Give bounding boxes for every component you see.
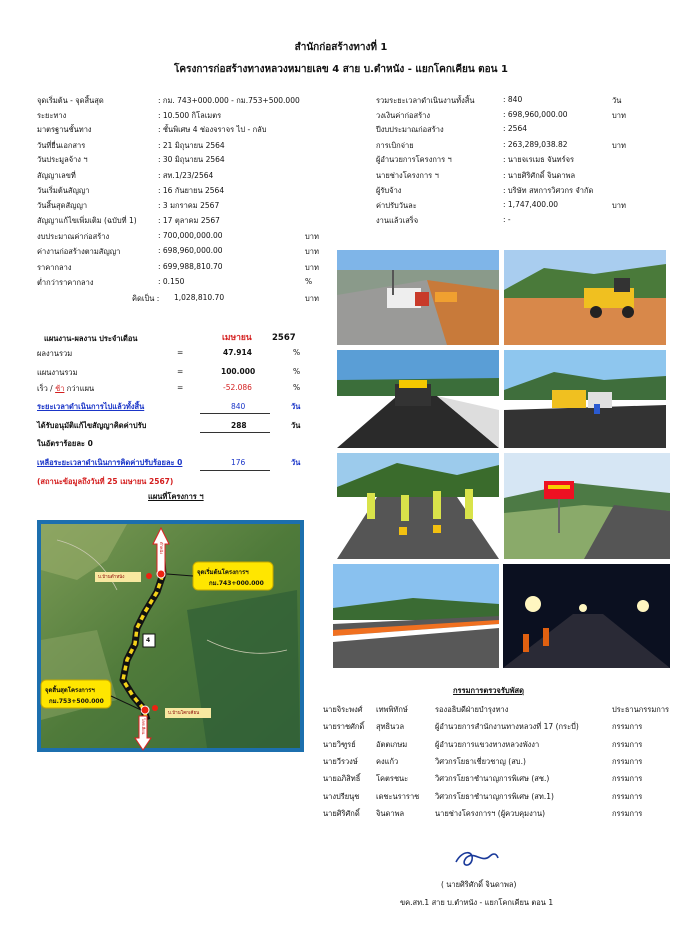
photo-asphalt-sprayer (337, 350, 499, 448)
member-first-name: นายราชศักดิ์ (323, 722, 365, 732)
info-unit: บาท (305, 294, 319, 303)
plan-row-result (37, 348, 307, 363)
info-label: มาตรฐานชั้นทาง (37, 125, 92, 134)
info-unit: % (305, 277, 313, 286)
info-label: การเบิกจ่าย (376, 141, 414, 150)
info-row (37, 293, 327, 308)
approved-label: ได้รับอนุมัติแก้ไขสัญญาคิดค่าปรับ (37, 421, 147, 430)
photo-workers-survey (337, 453, 499, 559)
info-row (376, 95, 636, 110)
member-position: วิศวกรโยธาเชี่ยวชาญ (สบ.) (435, 756, 526, 766)
town-end-label: บ.บ้านโคกเคียน (168, 711, 200, 716)
info-label: ค่างานก่อสร้างตามสัญญา (37, 247, 121, 256)
photo-night-road (503, 564, 670, 668)
info-label: ราคากลาง (37, 263, 72, 272)
truck-icon (337, 250, 499, 345)
plan-title: แผนงาน-ผลงาน ประจำเดือน (44, 334, 138, 343)
night-icon (503, 564, 670, 668)
elapsed-value: 840 (231, 402, 246, 411)
member-last-name: อัตตเกษม (376, 739, 408, 749)
paver-icon (504, 350, 666, 448)
approved-value: 288 (231, 421, 247, 430)
info-value: : 10.500 กิโลเมตร (158, 111, 222, 120)
info-unit: บาท (612, 201, 626, 210)
info-value: : 17 ตุลาคม 2567 (158, 216, 220, 225)
member-role: กรรมการ (612, 739, 643, 749)
member-last-name: คงแก้ว (376, 756, 399, 766)
info-value: : 700,000,000.00 (158, 231, 223, 240)
info-value: : 3 มกราคม 2567 (158, 201, 220, 210)
town-start-label: บ.บ้านตำหนัง (98, 575, 125, 580)
photo-grader (504, 250, 666, 345)
info-row (37, 124, 327, 139)
info-value: : 30 มิถุนายน 2564 (158, 155, 225, 164)
info-row (37, 277, 327, 292)
info-value: : สท.1/23/2564 (158, 171, 214, 180)
barrier-icon (333, 564, 499, 668)
member-first-name: นายอภิสิทธิ์ (323, 774, 361, 784)
map-title: แผนที่โครงการ ฯ (148, 492, 204, 501)
committee-title: กรรมการตรวจรับพัสดุ (453, 686, 525, 695)
info-row (376, 110, 636, 125)
plan-row-unit: % (293, 348, 301, 357)
info-unit: บาท (305, 247, 319, 256)
member-first-name: นางปรียนุช (323, 791, 360, 801)
info-row (37, 246, 327, 261)
info-label: งบประมาณค่าก่อสร้าง (37, 232, 110, 241)
info-unit: บาท (612, 111, 626, 120)
info-value: : บริษัท สหการวิศวกร จำกัด (503, 186, 594, 195)
plan-row-eq: = (177, 383, 184, 392)
info-label: วันเริ่มต้นสัญญา (37, 186, 90, 195)
member-position: ผู้อำนวยการแขวงทางหลวงพังงา (435, 739, 540, 749)
member-role: กรรมการ (612, 791, 643, 801)
info-label: ผู้รับจ้าง (376, 186, 402, 195)
info-value: : 840 (503, 95, 523, 104)
info-row (37, 262, 327, 277)
route-number: 4 (146, 637, 151, 644)
info-row (37, 154, 327, 169)
plan-row-eq: = (177, 348, 184, 357)
start-callout-text-1: จุดเริ่มต้นโครงการฯ (197, 569, 249, 576)
member-last-name: โคตรชนะ (376, 774, 409, 784)
info-value: : - (503, 215, 511, 224)
plan-row-value: -52.086 (223, 383, 252, 392)
member-first-name: นายวิฑูรย์ (323, 739, 356, 749)
plan-year: 2567 (272, 333, 296, 343)
info-value: : 16 กันยายน 2564 (158, 186, 225, 195)
info-value: : 1,747,400.00 (503, 200, 559, 209)
info-label: นายช่างโครงการ ฯ (376, 171, 439, 180)
sign-icon (504, 453, 670, 559)
arrow-bottom-label: โคกเคียน (141, 718, 146, 735)
info-row (376, 124, 636, 139)
elapsed-unit: วัน (291, 402, 301, 411)
project-map (37, 520, 304, 752)
plan-row-label: ผลงานรวม (37, 349, 73, 358)
signature-name: ( นายศิริศักดิ์ จินดาพล) (441, 880, 517, 889)
info-row (376, 154, 636, 169)
info-row (37, 95, 327, 110)
committee-member (323, 773, 678, 790)
remaining-label: เหลือระยะเวลาดำเนินการคิดค่าปรับร้อยละ 0 (37, 458, 183, 467)
info-value: : นายจเรเมธ จันทร์จร (503, 155, 575, 164)
info-label: วันที่ยื่นเอกสาร (37, 141, 86, 150)
sprayer-icon (337, 350, 499, 448)
member-position: วิศวกรโยธาชำนาญการพิเศษ (สช.) (435, 774, 550, 784)
info-value: : 0.150 (158, 277, 185, 286)
info-value: : 2564 (503, 124, 527, 133)
plan-month: เมษายน (222, 333, 252, 343)
info-label: ระยะทาง (37, 111, 67, 120)
member-role: กรรมการ (612, 774, 643, 784)
member-first-name: นายจิระพงศ์ (323, 705, 363, 714)
info-label: ค่าปรับวันละ (376, 201, 417, 210)
plan-row-unit: % (293, 383, 301, 392)
photo-paver (504, 350, 666, 448)
info-label: ปีงบประมาณก่อสร้าง (376, 125, 444, 134)
info-label: ผู้อำนวยการโครงการ ฯ (376, 155, 452, 164)
plan-row-value: 100.000 (221, 367, 256, 376)
remaining-value: 176 (231, 458, 246, 467)
info-row (376, 200, 636, 215)
map-canvas (37, 520, 304, 752)
footer-text: ขค.สท.1 สาย บ.ตำหนัง - แยกโคกเคียน ตอน 1 (400, 898, 554, 907)
end-callout-text-2: กม.753+500.000 (49, 698, 104, 705)
info-unit: วัน (612, 96, 622, 105)
committee-member (323, 721, 678, 738)
remaining-unit: วัน (291, 458, 301, 467)
info-row (37, 110, 327, 125)
info-label: วันประมูลจ้าง ฯ (37, 155, 88, 164)
info-row (376, 170, 636, 185)
elapsed-label: ระยะเวลาดำเนินการไปแล้วทั้งสิ้น (37, 402, 145, 411)
plan-row-label: แผนงานรวม (37, 368, 78, 377)
info-value: : นายศิริศักดิ์ จินดาพล (503, 171, 576, 180)
info-label: สัญญาเลขที่ (37, 171, 76, 180)
member-position: ผู้อำนวยการสำนักงานทางหลวงที่ 17 (กระบี่) (435, 722, 579, 732)
info-label: รวมระยะเวลาดำเนินงานทั้งสิ้น (376, 96, 475, 105)
member-last-name: จินดาพล (376, 808, 405, 818)
committee-member (323, 739, 678, 756)
info-label: จุดเริ่มต้น - จุดสิ้นสุด (37, 96, 104, 105)
start-marker-icon (157, 570, 165, 578)
member-position: วิศวกรโยธาชำนาญการพิเศษ (สท.1) (435, 791, 554, 801)
info-row (37, 231, 327, 246)
plan-row-eq: = (177, 367, 184, 376)
committee-member (323, 756, 678, 773)
member-role: กรรมการ (612, 808, 643, 818)
photo-barriers (333, 564, 499, 668)
start-callout-text-2: กม.743+000.000 (209, 580, 264, 587)
info-unit: บาท (305, 263, 319, 272)
info-value: : 699,988,810.70 (158, 262, 223, 271)
info-value: : 21 มิถุนายน 2564 (158, 141, 225, 150)
info-value: : ชั้นพิเศษ 4 ช่องจราจร ไป - กลับ (158, 125, 267, 134)
end-marker-icon (141, 706, 149, 714)
member-last-name: เทพพิทักษ์ (376, 705, 408, 714)
info-row (37, 140, 327, 155)
plan-row-value: 47.914 (223, 348, 252, 357)
info-row (37, 185, 327, 200)
info-value: : 698,960,000.00 (503, 110, 568, 119)
member-position: นายช่างโครงการฯ (ผู้ควบคุมงาน) (435, 808, 546, 818)
member-role: ประธานกรรมการ (612, 705, 670, 714)
member-last-name: เดชะนราราช (376, 791, 420, 801)
member-role: กรรมการ (612, 722, 643, 732)
info-value: : กม. 743+000.000 - กม.753+500.000 (158, 96, 300, 105)
info-unit: บาท (305, 232, 319, 241)
signature-image (452, 846, 512, 870)
member-first-name: นายศิริศักดิ์ (323, 808, 360, 818)
grader-icon (504, 250, 666, 345)
info-unit: บาท (612, 141, 626, 150)
info-label: คิดเป็น : (132, 294, 160, 303)
info-row (37, 170, 327, 185)
info-row (37, 200, 327, 215)
photo-warning-sign (504, 453, 670, 559)
info-row (376, 185, 636, 200)
plan-row-planned (37, 367, 307, 382)
committee-member (323, 791, 678, 808)
member-first-name: นายวีรวงษ์ (323, 756, 358, 766)
info-value: 1,028,810.70 (174, 293, 225, 302)
plan-row-unit: % (293, 367, 301, 376)
approved-unit: วัน (291, 421, 301, 430)
status-note: (สถานะข้อมูลถึงวันที่ 25 เมษายน 2567) (37, 477, 174, 486)
info-row (376, 215, 636, 230)
member-position: รองอธิบดีฝ่ายบำรุงทาง (435, 705, 509, 714)
member-last-name: สุทธินวล (376, 722, 405, 732)
member-role: กรรมการ (612, 756, 643, 766)
end-callout-text-1: จุดสิ้นสุดโครงการฯ (45, 687, 95, 694)
info-value: : 263,289,038.82 (503, 140, 568, 149)
info-value: : 698,960,000.00 (158, 246, 223, 255)
info-label: สัญญาแก้ไขเพิ่มเติม (ฉบับที่ 1) (37, 216, 137, 225)
info-label: งานแล้วเสร็จ (376, 216, 419, 225)
office-title: สำนักก่อสร้างทางที่ 1 (294, 42, 388, 53)
info-row (376, 140, 636, 155)
info-label: ต่ำกว่าราคากลาง (37, 278, 94, 287)
photo-truck-paving (337, 250, 499, 345)
plan-row-diff (37, 383, 307, 398)
plan-row-label: เร็ว / ช้า กว่าแผน (37, 384, 95, 393)
committee-member (323, 808, 678, 825)
info-label: วงเงินค่าก่อสร้าง (376, 111, 430, 120)
info-label: วันสิ้นสุดสัญญา (37, 201, 88, 210)
rate-label: ในอัตราร้อยละ 0 (37, 439, 93, 448)
info-row (37, 215, 327, 230)
arrow-top-label: ตำหนัง (159, 542, 164, 555)
workers-icon (337, 453, 499, 559)
project-title: โครงการก่อสร้างทางหลวงหมายเลข 4 สาย บ.ตำหนัง - แยกโคกเคียน ตอน 1 (174, 64, 508, 75)
committee-member (323, 704, 678, 721)
